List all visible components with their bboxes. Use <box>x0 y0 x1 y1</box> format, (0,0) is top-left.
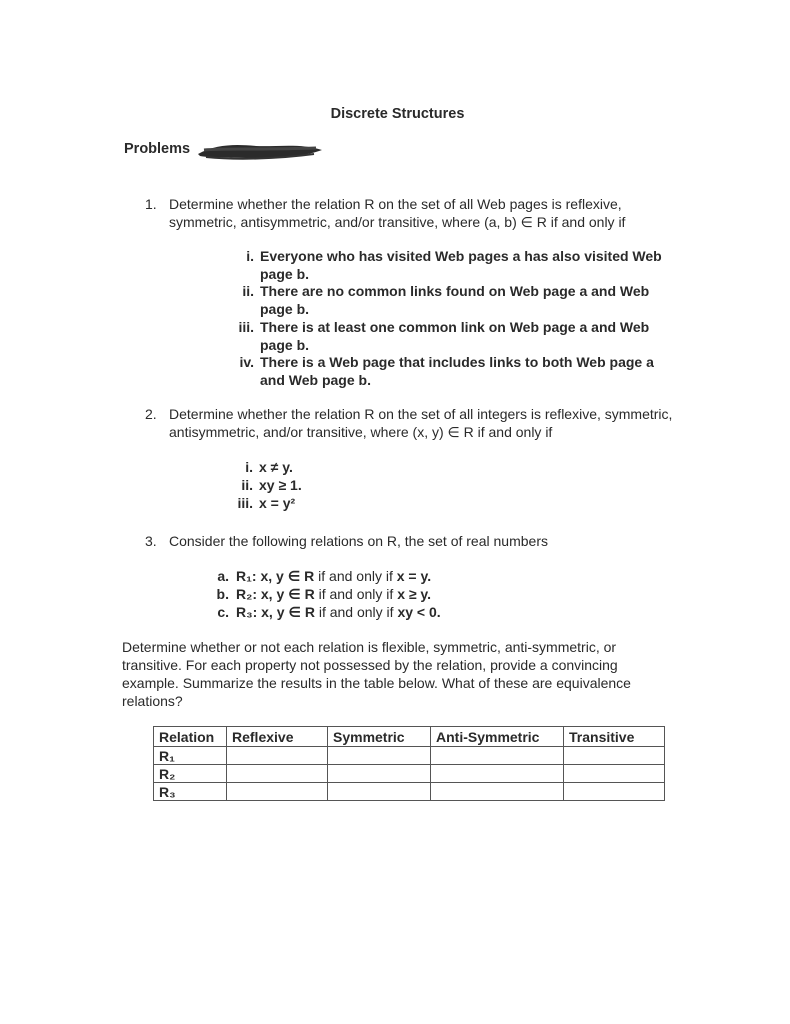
problems-heading: Problems <box>124 141 191 157</box>
q1-item-text: There is at least one common link on Web page a and Web page b. <box>260 319 650 353</box>
column-header: Relation <box>154 727 227 747</box>
table-row <box>154 765 665 783</box>
question-1-number: 1. <box>145 196 157 212</box>
question-1 <box>145 195 675 231</box>
question-2-text: Determine whether the relation R on the set of all integers is reflexive, symmetric, antisymmetric, and/or transitive, where (x, y) ∈ R if and only if <box>169 406 673 440</box>
q1-item-text: Everyone who has visited Web pages a has also visited Web page b. <box>260 248 662 282</box>
q3-item <box>217 604 441 622</box>
relation-connector: if and only if <box>314 604 398 620</box>
q2-item-text: x ≠ y. <box>259 459 293 475</box>
question-2-number: 2. <box>145 406 157 422</box>
instructions-paragraph: Determine whether or not each relation is flexible, symmetric, anti-symmetric, or transitive. For each property not possessed by the relation, provide a convincing example. Summarize the results in the table below. What of these are equivalence relations? <box>122 639 631 709</box>
symmetric-cell <box>328 765 431 783</box>
question-3 <box>145 532 675 550</box>
transitive-cell <box>564 747 665 765</box>
reflexive-cell <box>227 747 328 765</box>
question-3-text: Consider the following relations on R, the set of real numbers <box>169 533 548 549</box>
q2-item-text: xy ≥ 1. <box>259 477 302 493</box>
q3-item-label: a. <box>217 568 229 584</box>
column-header: Reflexive <box>227 727 328 747</box>
q1-item-label: i. <box>246 248 254 264</box>
q1-item <box>238 319 670 354</box>
table-header-row <box>154 727 665 747</box>
q3-item-label: b. <box>216 586 229 602</box>
question-1-text: Determine whether the relation R on the set of all Web pages is reflexive, symmetric, antisymmetric, and/or transitive, where (a, b) ∈ R if and only if <box>169 196 626 230</box>
relation-condition: xy < 0. <box>397 604 441 620</box>
redaction-scribble <box>196 138 326 164</box>
relation-vars: x, y ∈ R <box>260 586 315 602</box>
relation-name: R₂: <box>236 586 257 602</box>
q1-item <box>242 283 670 318</box>
column-header: Transitive <box>564 727 665 747</box>
question-2 <box>145 405 675 441</box>
q2-item-text: x = y² <box>259 495 296 511</box>
relation-cell: R₁ <box>154 747 227 765</box>
document-title: Discrete Structures <box>330 106 465 122</box>
relation-condition: x = y. <box>396 568 432 584</box>
q1-item-label: iv. <box>239 354 254 370</box>
relation-name: R₃: <box>236 604 258 620</box>
q2-item <box>241 477 302 495</box>
reflexive-cell <box>227 783 328 801</box>
relation-cell: R₂ <box>154 765 227 783</box>
relation-vars: x, y ∈ R <box>260 568 315 584</box>
column-header: Symmetric <box>328 727 431 747</box>
relation-condition: x ≥ y. <box>397 586 432 602</box>
question-3-number: 3. <box>145 533 157 549</box>
antisymmetric-cell <box>431 765 564 783</box>
q2-item-label: ii. <box>241 477 253 493</box>
relation-vars: x, y ∈ R <box>261 604 315 620</box>
q1-item-text: There is a Web page that includes links to both Web page a and Web page b. <box>260 354 654 388</box>
q1-item-label: ii. <box>242 283 254 299</box>
q2-item <box>245 459 293 477</box>
relation-name: R₁: <box>236 568 257 584</box>
q3-item <box>216 586 432 604</box>
symmetric-cell <box>328 747 431 765</box>
antisymmetric-cell <box>431 747 564 765</box>
q1-item-label: iii. <box>238 319 254 335</box>
reflexive-cell <box>227 765 328 783</box>
q3-item-label: c. <box>217 604 229 620</box>
table-row <box>154 747 665 765</box>
q3-item <box>217 568 432 586</box>
symmetric-cell <box>328 783 431 801</box>
antisymmetric-cell <box>431 783 564 801</box>
table-row <box>154 783 665 801</box>
q2-item-label: i. <box>245 459 253 475</box>
q1-item-text: There are no common links found on Web page a and Web page b. <box>260 283 650 317</box>
relation-connector: if and only if <box>314 568 397 584</box>
transitive-cell <box>564 783 665 801</box>
relation-cell: R₃ <box>154 783 227 801</box>
q1-item <box>239 354 670 389</box>
summary-table <box>153 726 665 801</box>
q2-item <box>237 495 296 513</box>
column-header: Anti-Symmetric <box>431 727 564 747</box>
transitive-cell <box>564 765 665 783</box>
relation-connector: if and only if <box>314 586 398 602</box>
q2-item-label: iii. <box>237 495 253 511</box>
q1-item <box>246 248 670 283</box>
